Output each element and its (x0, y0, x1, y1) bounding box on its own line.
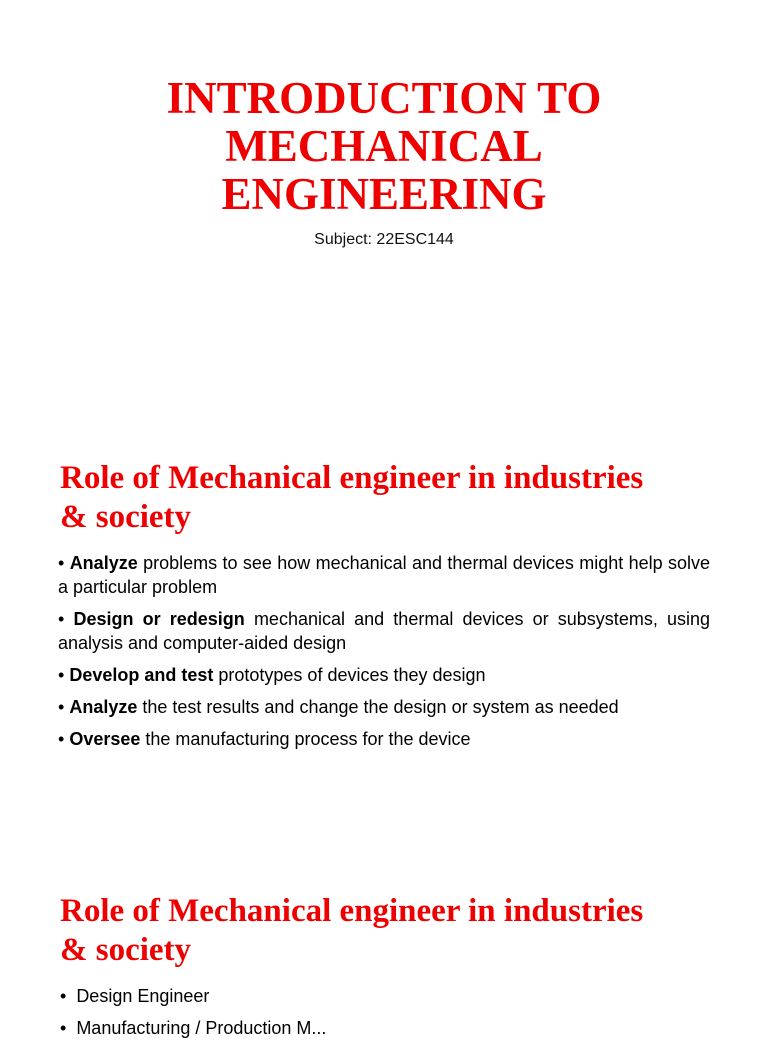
bullet-text: mechanical and thermal devices or subsystems, using analysis and computer-aided design (58, 609, 710, 653)
list-item: • Design Engineer (60, 986, 210, 1006)
list-item: • Manufacturing / Production M... (60, 1018, 327, 1038)
title-line-1: INTRODUCTION TO (166, 73, 602, 123)
heading-line-2: & society (60, 499, 192, 535)
bullet-text: Manufacturing / Production M... (76, 1018, 327, 1038)
bullet-marker: • (58, 697, 65, 717)
bullet-text: the test results and change the design or system as needed (137, 697, 619, 717)
bullet-text: Design Engineer (76, 986, 210, 1006)
title-line-3: ENGINEERING (221, 169, 547, 219)
bullet-text: problems to see how mechanical and thermal devices might help solve a particular problem (58, 553, 710, 597)
bullet-marker: • (58, 665, 65, 685)
bullet-keyword: Oversee (69, 729, 141, 749)
bullet-marker: • (58, 553, 65, 573)
bullet-keyword: Analyze (69, 553, 138, 573)
bullet-marker: • (58, 609, 65, 629)
heading-line-2: & society (60, 932, 192, 968)
bullet-keyword: Design or redesign (73, 609, 245, 629)
bullet-text: prototypes of devices they design (213, 665, 486, 685)
heading-line-1: Role of Mechanical engineer in industries (60, 460, 644, 496)
bullet-marker: • (58, 729, 65, 749)
role-bullet-list-2 (60, 984, 326, 1048)
bullet-keyword: Develop and test (69, 665, 214, 685)
bullet-text: the manufacturing process for the device (140, 729, 471, 749)
title-line-2: MECHANICAL (225, 121, 543, 171)
role-slide-2-heading (60, 892, 740, 970)
bullet-keyword: Analyze (69, 697, 138, 717)
subject-subtitle: Subject: 22ESC144 (314, 231, 454, 248)
heading-line-1: Role of Mechanical engineer in industries (60, 893, 644, 929)
